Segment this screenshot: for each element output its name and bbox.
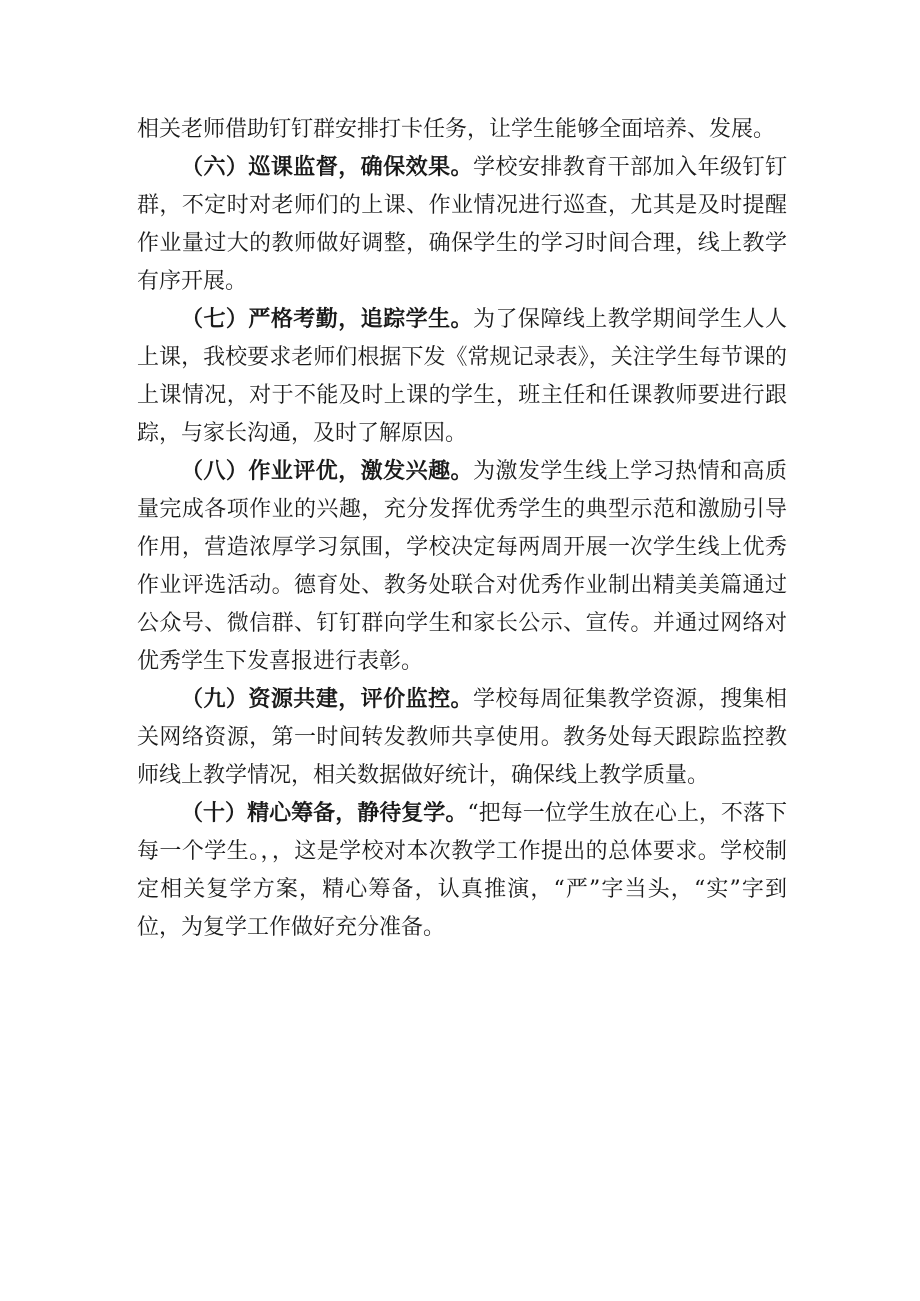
paragraph-section-10 [137, 795, 787, 947]
paragraph-body: “把每一位学生放在心上，不落下每一个学生。，，这是学校对本次教学工作提出的总体要求。学校制定相关复学方案，精心筹备，认真推演，“严”字当头，“实”字到位，为复学工作做好充分准备。 [137, 801, 787, 940]
document-body [137, 111, 787, 947]
paragraph-body: 学校安排教育干部加入年级钉钉群，不定时对老师们的上课、作业情况进行巡查，尤其是及时提醒作业量过大的教师做好调整，确保学生的学习时间合理，线上教学有序开展。 [137, 155, 787, 294]
paragraph-section-7 [137, 301, 787, 453]
section-heading: （六）巡课监督，确保效果。 [181, 155, 473, 180]
section-heading: （十）精心筹备，静待复学。 [181, 801, 468, 826]
paragraph-body: 相关老师借助钉钉群安排打卡任务，让学生能够全面培养、发展。 [137, 117, 776, 142]
section-heading: （七）严格考勤，追踪学生。 [181, 307, 473, 332]
paragraph-body: 为激发学生线上学习热情和高质量完成各项作业的兴趣，充分发挥优秀学生的典型示范和激励引导作用，营造浓厚学习氛围，学校决定每两周开展一次学生线上优秀作业评选活动。德育处、教务处联合对优秀作业制出精美美篇通过公众号、微信群、钉钉群向学生和家长公示、宣传。并通过网络对优秀学生下发喜报进行表彰。 [137, 459, 787, 674]
paragraph-section-9 [137, 681, 787, 795]
section-heading: （九）资源共建，评价监控。 [181, 687, 473, 712]
section-heading: （八）作业评优，激发兴趣。 [181, 459, 473, 484]
paragraph-continuation [137, 111, 787, 149]
paragraph-body: 为了保障线上教学期间学生人人上课，我校要求老师们根据下发《常规记录表》，关注学生每节课的上课情况，对于不能及时上课的学生，班主任和任课教师要进行跟踪，与家长沟通，及时了解原因。 [137, 307, 787, 446]
paragraph-section-8 [137, 453, 787, 681]
paragraph-section-6 [137, 149, 787, 301]
paragraph-body: 学校每周征集教学资源，搜集相关网络资源，第一时间转发教师共享使用。教务处每天跟踪监控教师线上教学情况，相关数据做好统计，确保线上教学质量。 [137, 687, 787, 788]
